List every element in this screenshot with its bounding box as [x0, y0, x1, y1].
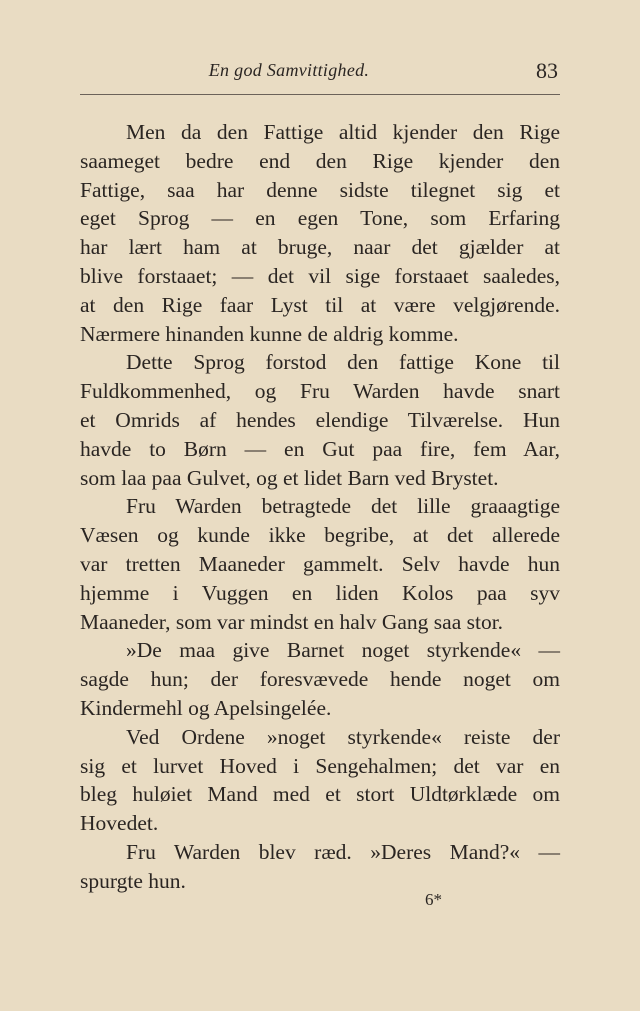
text-line: Nærmere hinanden kunne de aldrig komme. — [80, 321, 459, 346]
text-line: Maaneder, som var mindst en halv Gang saa stor. — [80, 609, 504, 634]
body-text — [80, 118, 560, 896]
text-line: et Omrids af hendes elendige Tilværelse. Hun — [80, 407, 560, 432]
text-line: Kindermehl og Apelsingelée. — [80, 695, 332, 720]
signature-mark: 6* — [425, 890, 442, 909]
text-line: Dette Sprog forstod den fattige Kone til — [126, 350, 560, 375]
text-line: eget Sprog — en egen Tone, som Erfaring — [80, 206, 560, 231]
header-rule — [80, 94, 560, 95]
text-line: »De maa give Barnet noget styrkende« — — [126, 638, 560, 663]
text-line: saameget bedre end den Rige kjender den — [80, 148, 560, 173]
text-line: som laa paa Gulvet, og et lidet Barn ved Brystet. — [80, 465, 499, 490]
text-line: sig et lurvet Hoved i Sengehalmen; det var en — [80, 753, 560, 778]
text-line: Fru Warden blev ræd. »Deres Mand?« — — [126, 839, 560, 864]
text-line: Men da den Fattige altid kjender den Rige — [126, 120, 560, 144]
text-line: var tretten Maaneder gammelt. Selv havde hun — [80, 551, 560, 576]
text-line: Fru Warden betragtede det lille graaagtige — [126, 494, 560, 519]
text-line: har lært ham at bruge, naar det gjælder at — [80, 235, 560, 260]
text-line: Fattige, saa har denne sidste tilegnet sig et — [80, 177, 560, 202]
text-line: Fuldkommenhed, og Fru Warden havde snart — [80, 379, 560, 404]
text-line: hjemme i Vuggen en liden Kolos paa syv — [80, 580, 560, 605]
text-line: havde to Børn — en Gut paa fire, fem Aar, — [80, 436, 560, 461]
text-line: Ved Ordene »noget styrkende« reiste der — [126, 724, 560, 749]
text-line: Hovedet. — [80, 811, 159, 836]
running-title: En god Samvittighed. — [208, 60, 370, 80]
running-head — [80, 58, 560, 88]
text-line: sagde hun; der foresvævede hende noget om — [80, 667, 560, 692]
text-line: Væsen og kunde ikke begribe, at det allerede — [80, 523, 560, 548]
text-line: blive forstaaet; — det vil sige forstaaet saaledes, — [80, 263, 560, 288]
page-number: 83 — [536, 58, 558, 83]
text-line: bleg huløiet Mand med et stort Uldtørklæde om — [80, 782, 560, 807]
text-line: at den Rige faar Lyst til at være velgjørende. — [80, 292, 560, 317]
text-line: spurgte hun. — [80, 868, 186, 893]
